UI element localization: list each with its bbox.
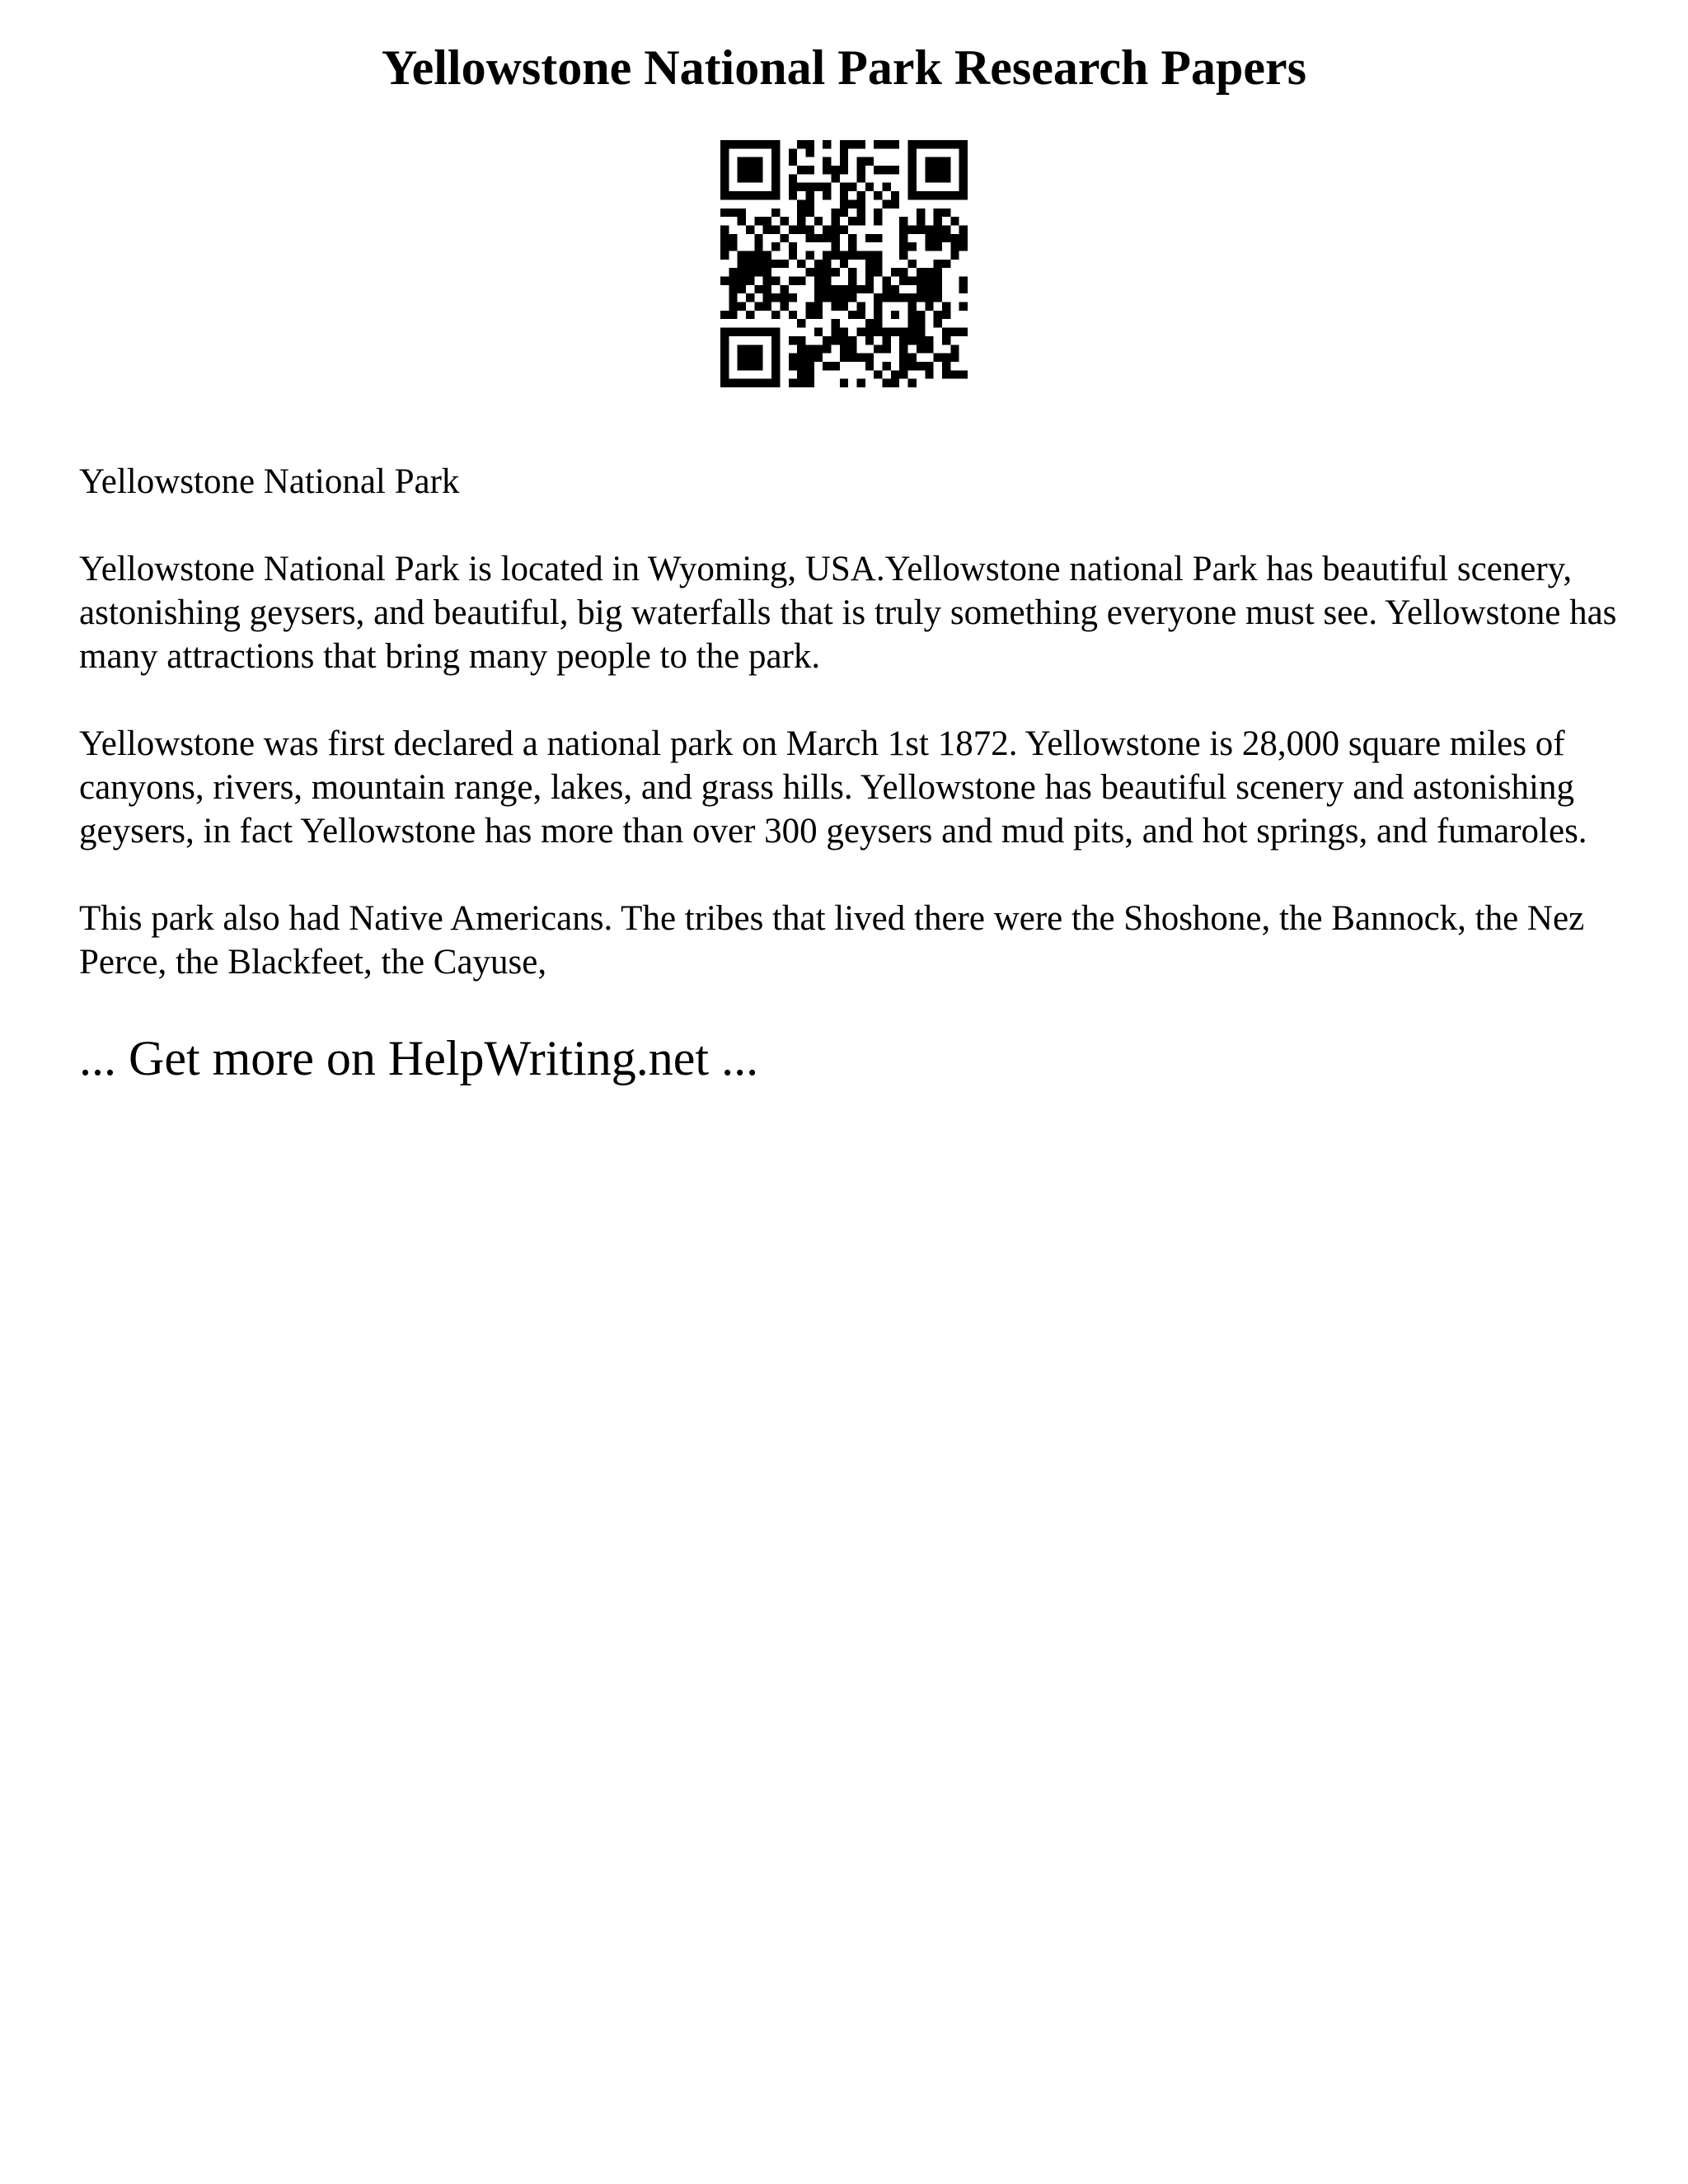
page-title: Yellowstone National Park Research Papers xyxy=(381,40,1307,95)
paragraph-3: This park also had Native Americans. The tribes that lived there were the Shoshone, the Bannock, the Nez Perce, the Blackfeet, the Cayuse, xyxy=(79,899,1585,982)
qr-code-icon xyxy=(720,140,968,387)
qr-code-container xyxy=(79,140,1609,387)
paragraph-2: Yellowstone was first declared a national park on March 1st 1872. Yellowstone is 28,000 square miles of canyons, rivers, mountain range, lakes, and grass hills. Yellowstone has beautiful scenery and astonishing geysers, in fact Yellowstone has more than over 300 geysers and mud pits, and hot springs, and fumaroles. xyxy=(79,724,1587,851)
paragraph-1: Yellowstone National Park is located in Wyoming, USA.Yellowstone national Park has beautiful scenery, astonishing geysers, and beautiful, big waterfalls that is truly something everyone must see. Yellowstone has many attractions that bring many people to the park. xyxy=(79,550,1617,676)
get-more-link[interactable]: ... Get more on HelpWriting.net ... xyxy=(79,1031,759,1085)
section-heading: Yellowstone National Park xyxy=(79,462,460,501)
